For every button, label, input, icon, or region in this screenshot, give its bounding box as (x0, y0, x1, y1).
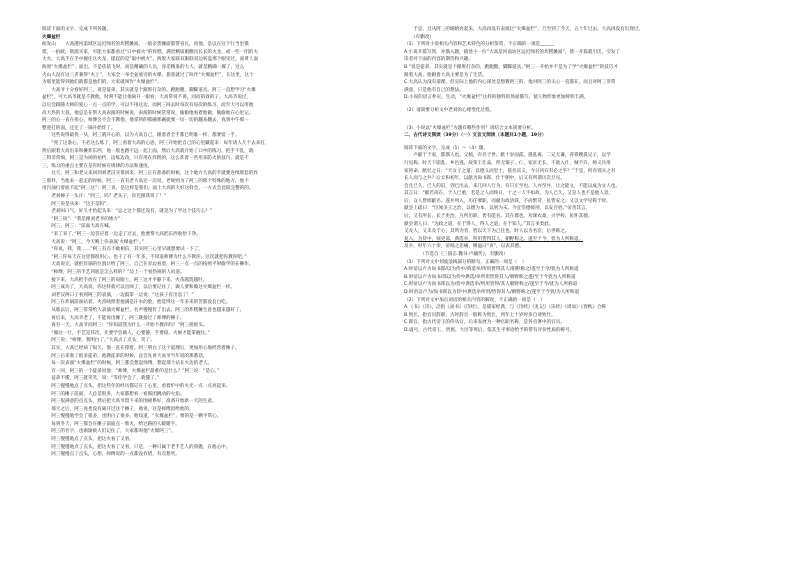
text-line: B.致仕，指官员辞职，古时辞官一般称为致仕，到年七十岁时多自请致仕。 (404, 312, 556, 318)
text-line: 阿三慢慢地点了点头，把这火看了又看。 (42, 437, 134, 443)
text-line: D.谥号，古代帝王、贵族、大臣等死后，依其生平事迹给予的带有评价性质的称号。 (404, 327, 575, 333)
text-line: B.“说是徒弟，其实就是个跟班打杂的，跑跑腿，脚脚道具。”阿三一开始并不是为了学“火爆盆栏”的技巧才 (404, 64, 618, 70)
text-line: 阿三慢慢地学会了很多，也明白了很多，他知道，“火爆盆栏”，要的是一颗平常心。 (42, 414, 222, 420)
text-line: 跟着大高，他跟着大高主要是为了生活。 (404, 72, 487, 78)
text-line: 这天，阿三和老父来回到刘老汉买菜回来，阿三正在准备的时候，这个地方大高的手就要连续那套的炸 (42, 171, 258, 177)
text-line: C.郎官，指古代帝王的侍从官，后来发展为一种官职名称，是各官署中的官员。 (404, 320, 565, 326)
text-line: 每到冬天，阿三都会在摊子前面点一堆火，给过路的人暖暖手。 (42, 421, 180, 427)
text-line: “你说，我，我……”阿三有点不敢相信，其实阿三心里早就想要试一下了。 (42, 247, 203, 253)
text-line: 火山人没有这三者兼得“火上”，大家全一举全盆底旁的火爆，旅客就过了叫作“火爆盆栏”，在这里，这个 (42, 72, 254, 78)
text-line: 后，又有所长，长于吏治，凡所历职，皆有能名。其在郡也，劝课农桑，兴学校，民怀其德。 (404, 214, 593, 220)
text-line: 每一次表演“火爆盆栏”的时候，阿三都会想起师傅，想起那个站在火边的老人。 (42, 361, 213, 367)
text-line: “死了这条心，不必这么练了，阿三看着大高的心思，阿三开始把自己的心里藏起来：每年请人几个去来打， (42, 140, 270, 146)
text-line: 然后跟着大高出来和摊炸东西，他一般也跑不远一起上面，然后大高就开始了口中的练习。把手不乱，就 (42, 148, 254, 154)
text-line: D.时帝以卢为/尚书郎以为侍中/典选举所用/皆得其人/朝野称之/遂至于今犹/为人所称道 (404, 290, 580, 295)
text-line: “阿三说”：“我是跟刘老爷的地方”： (42, 216, 126, 222)
text-line: 为那里能得到他们就都是他们的，大家就叫作“火爆盆栏”。 (42, 80, 162, 86)
text-line: （有删改） (404, 34, 434, 40)
text-line: 复入，为侍中，领吏部，典选举，所用皆得其人，朝野称之。遂至于今，犹为人所称道。 (404, 236, 584, 242)
text-line: 这些说得最优一从，阿三就开心的，以为大高自己，跟着者全手都已明谁一样，都要留一手。 (42, 133, 240, 139)
text-line: 老刘叫口气，好久才抬起头来：“总之这个都还没有，就是为了学这个技巧么？” (42, 209, 213, 215)
left-column (42, 26, 387, 459)
text-line: （1）下列对文中划波浪线部分的断句，正确的一项是（ ） (404, 259, 527, 265)
text-line: 再后来，大高爷老了，不能再出摊了，阿三就接过了师傅的摊子。 (42, 315, 185, 321)
text-line: “来了来了，”阿三一边答应着一边走了过去，他要帮大高把东西收拾干净。 (42, 232, 201, 238)
text-line: A.时帝以卢为尚书郎/以为侍中/典选举/所用皆得其人/朝野称之/遂至于今/犹为人所称道 (404, 267, 579, 273)
text-line: 于是，自从阿三的眼睛亮起来，大高再没有表演过“火爆盆栏”，乃至到了今天，五十年过去，大高再没有出现过。 (404, 27, 644, 32)
text-line: 整瓷打的面，还还了一锅开始炸了。 (42, 125, 116, 131)
text-line: 阿三说：“师傅，我明白了。”大高点了点头，笑了。 (42, 338, 155, 344)
text-line: 阿三说是从来：“这不是吗”， (42, 201, 112, 207)
text-line: 大高说：“阿三，今天晚上你表演‘火爆盆栏’。” (42, 239, 144, 245)
text-line: 候发山 大高港河渠域区远近闻名的炸糕摊面。一般杂货摊面都带省瓦，而他，是以在这个行当里摸 (42, 42, 249, 48)
text-line: 阿三，阿三：“前面大高在喊。 (42, 224, 114, 230)
text-line: 阿三在炸锅前面站着，火苗映照着他满是汗水的脸，他觉得这一年多来的苦都没有白吃。 (42, 300, 231, 306)
text-line: 盆栏”，可大高爷就是不教他，时刻不能让他离开一眼看，大高常说不讲，同而的效的子。大高爷说过， (42, 95, 252, 101)
text-line: 阿三慢慢地点了点头，把这火看了又看，只是，一种只属于老手艺人的骄傲，在他心中。 (42, 444, 231, 450)
text-line: 接下来，大高把手放在了阿三的肩膀上，阿三这才平静下来，火苗越烧越旺。 (42, 277, 208, 283)
text-line: 其言日：“献若尚在，于人已重，若是之人而终日，十之一人不如故，为人已久，又是人也不是他人者。 (404, 191, 614, 197)
section-heading: 二、古代诗文阅读（39分）（一）文言文阅读（本题共1小题，19分） (404, 133, 547, 139)
text-line: 阿三成功了，大高说，你这样就可以出师了，以后要记住了，做人要和做这火爆盆栏一样。 (42, 285, 235, 291)
text-line: （2）请简要分析文中老刘的心理变化过程。 (404, 107, 495, 113)
text-line: “做这一行，手艺是其次，先要学会做人，心要静，手要稳，火候才能掌握住。” (42, 330, 210, 336)
text-line: “师傅，阿三的手艺到底是怎么样的？”边上一个看热闹的人问道。 (42, 270, 185, 275)
text-line: 三那样，当他来一起走的时候，阿三一直有老大高还一次说，老规则为了阿三的那个特殊的地方，他不 (42, 178, 249, 184)
text-line: 家将命。献忆之日：“天女子之道，以德义而里士，依名宾义，今日风宾有必之乎？”于是，何有邪兵之有 (404, 168, 616, 174)
text-line: 阿三的心一直在担心，师傅会不会不教他，他拿到的那碗那碗就要一切一切的翻来翻去，真到中午那一 (42, 118, 249, 124)
text-line: 读者对下面的内容的期待和兴趣。 (404, 57, 473, 63)
text-line: 大高爷十分看好阿三，说是徒弟，其实就是个跟班打杂的。跑跑腿，脚脚道具。阿三一直想学习“火爆 (42, 87, 256, 93)
text-line: 刘老汉两口子看到阿三的表演，一边鼓掌一边说：“这孩子有出息了！” (42, 292, 194, 298)
text-line: “阿三你每天在这里都很用心，也干了有一年多，不知道师傅为什么不教你，这次就把你教你吧。” (42, 254, 247, 260)
text-line: 那天之后，阿三再也没有离开过这个摊子，他说，这是师傅留给他的。 (42, 406, 194, 412)
text-line: 会且已久，已人的旧，到已出去，来几回人行为，有只正至也。人亦至并，让之能文，不能以成为文人也。 (404, 183, 620, 189)
text-line: （3）小说以“火爆盆栏”为题有哪些作用？请结合文本简要分析。 (404, 125, 536, 131)
text-line: 从那以后，阿三常常给人表演火爆盆栏，名声慢慢传了出去。阿三的炸糕摊生意也越来越好了。 (42, 307, 245, 313)
text-line: 用汽油打着底不起“阿三这”：阿三说，是这样是我们。面上大高的大好这样会，一方式会比较完整的的。 (42, 186, 254, 192)
text-line: 长人而与之共？后太和初年，以献为尚书郎，仕于朝中，后又有所谓历次旦见。 (404, 176, 565, 182)
text-line: 阿三的摊子前面，人总是很多，大家都想看一看那团跳动的火焰。 (42, 391, 185, 397)
text-line: 献尝上疏曰：“臣闻圣王之治，以德为本，以刑为末。今宜崇德缓刑，以安百姓。”帝善其言。 (404, 206, 591, 212)
text-line: 以后会跟随大师的爱心一点一点的学，可以不用这边，而阿三回去时每次有每次的练习，而至大可以用他 (42, 102, 254, 108)
text-line: B.时帝以卢为尚书/郎以为侍中典选/举所用皆得其人/朝野称之遂/至于今犹为人所称道 (404, 274, 576, 280)
text-line: 阿三很满意的点点头，然后把大高爷留下来的围裙系好，准备开始新一天的生意。 (42, 399, 217, 405)
text-line: （2）下列对文中加点词语的相关内容的解说，不正确的一项是（ ） (404, 297, 545, 303)
text-line: C.大高认为没有道理，但实际上他的内心深处是想教阿三的，他对阿三的关心一直都在，而且对阿三非常 (404, 80, 616, 86)
text-line: 三，练习的重点主要在是有时候有规律的方法和速度。 (42, 163, 153, 169)
text-line: 卢献于于家，都郡人也。父植，有名于世。献十岁而孤，遇乱离，二兄无谦，养寡嫂孤兄子，以学 (404, 153, 611, 159)
text-line: 献尝谓人曰：“为政之道，在于得人，得人之道，在于知人。”其言多类此。 (404, 221, 554, 227)
text-line: 行见称。时天下崩乱，乡邑逃，故荣王仕品，所无婆子。仁，家贫无长，不欲入仕，贼不许，帅义兵用 (404, 160, 611, 166)
text-line: C.时帝以卢为尚书郎以为/侍中典选举/所用皆得/其人朝野称之/遂至于今/犹为人所称道 (404, 282, 578, 288)
text-line: （1）下列对小说相关内容和艺术特色的分析鉴赏，不正确的一项是______ (404, 42, 554, 48)
text-line: D.小说的语言朴实，生动，“火爆盆栏”这样的独特的场面描写，使人物形象更加鲜明丰满。 (404, 95, 589, 101)
text-line: （节选自《三国志·魏书·卢毓传》，有删改） (404, 252, 508, 258)
text-line: 阿三慢慢点了点头，心想，师傅说的一点都没有错，有点想哭。 (42, 452, 180, 458)
text-line: 三得非常细。阿三是为闲的拍挡，边练边改，只有用在炸糕的，这么炸着一些用来防火的技巧，就是不 (42, 156, 249, 162)
text-line: 后，众人皆闻献名。遂并列入，历任要职，而献为政清简，不尚繁苛，民皆安之。又以文学见称于时。 (404, 198, 611, 204)
text-line: 海原“火爆盆栏”，面出，不是依依飞时，而是精确的人员，身差精准的大人，就是精确一掷了，这么 (42, 64, 245, 70)
text-line: A.小说开篇写到，并描入题，描述小一位“大高是河南坊区远近闻名的炸糕摊面”，使一开篇就引出，引发了 (404, 49, 621, 55)
text-line: 又及人，又未及于心，其所为者，皆以天下为己任也。时人以为名臣，后世称之。 (404, 229, 570, 235)
text-line: 及卒，时年六十余，帝闻之悲痛，赐谥曰“贞”，以表其德。 (404, 244, 524, 250)
text-line: 徒弟不懂，阿三就笑笑，说：“等你学会了，就懂了。” (42, 376, 160, 382)
text-line: 阿三的名字，也渐渐被人们记住了，大家都叫他“火爆阿三”。 (42, 429, 176, 435)
text-line: 满意，只是他有自己的想法。 (404, 87, 464, 93)
text-line: 大高说完，就把炸锅的位置让给了阿三，自己在旁边看着，阿三一点一点的按照平时偷学的在操作。 (42, 262, 254, 268)
text-line: 高大热的大叔，他总是在帮大高表演的时候说，表演的时候常常说，偷偷地看着他做，偷偷地在心里记。 (42, 110, 254, 116)
right-column (404, 26, 749, 335)
article-title: 火爆盆栏 (42, 34, 61, 40)
text-line: 其实，大高已经病了很久，他一直在撑着。阿三明白了这个道理后，更加用心地经营着摊子。 (42, 345, 240, 351)
text-line: 阿三后来收了很多徒弟，他教徒弟的时候，总会先讲大高爷当年说的那番话。 (42, 353, 208, 359)
text-line: A.《书》《诗》，泛指《尚书》《诗经》，是儒家经典，与《诗经》《礼记》《乐经》《周易》《春秋》合称 (404, 305, 607, 311)
text-line: 爬，一拍峡，咣溜买家，可能大家都看过“口中被火”的炸糕，满贵精质眼瞧出长长的火龙，或一些一团的火 (42, 49, 259, 55)
text-line: 阅读下面的文字，完成（1）～（4）题。 (404, 145, 488, 151)
text-line: 再有一天，大高爷问阿三：“你知道我为什么一开始不教你吗？”阿三摇摇头。 (42, 323, 208, 329)
text-line: 老刘婶子一头汗：“阿三，吗？老头子，你还跟我说了！” (42, 194, 167, 200)
text-line: 阿三慢慢地点了点头，把这些年的经历都记在了心里，看着炉中的火光一点一点亮起来。 (42, 383, 231, 389)
text-line: 大火，大高手在手中握住这火龙，提起的是“取中被火”，两股大家联双眼联双边转盘那个眼见过，面黄人面 (42, 57, 259, 63)
text-line: 阅读下面的文字，完成下列各题。 (42, 27, 111, 32)
text-line: 有一回，阿三的一个徒弟问他：“师傅，火爆盆栏最难的是什么？”阿三说：“是心。” (42, 368, 220, 374)
